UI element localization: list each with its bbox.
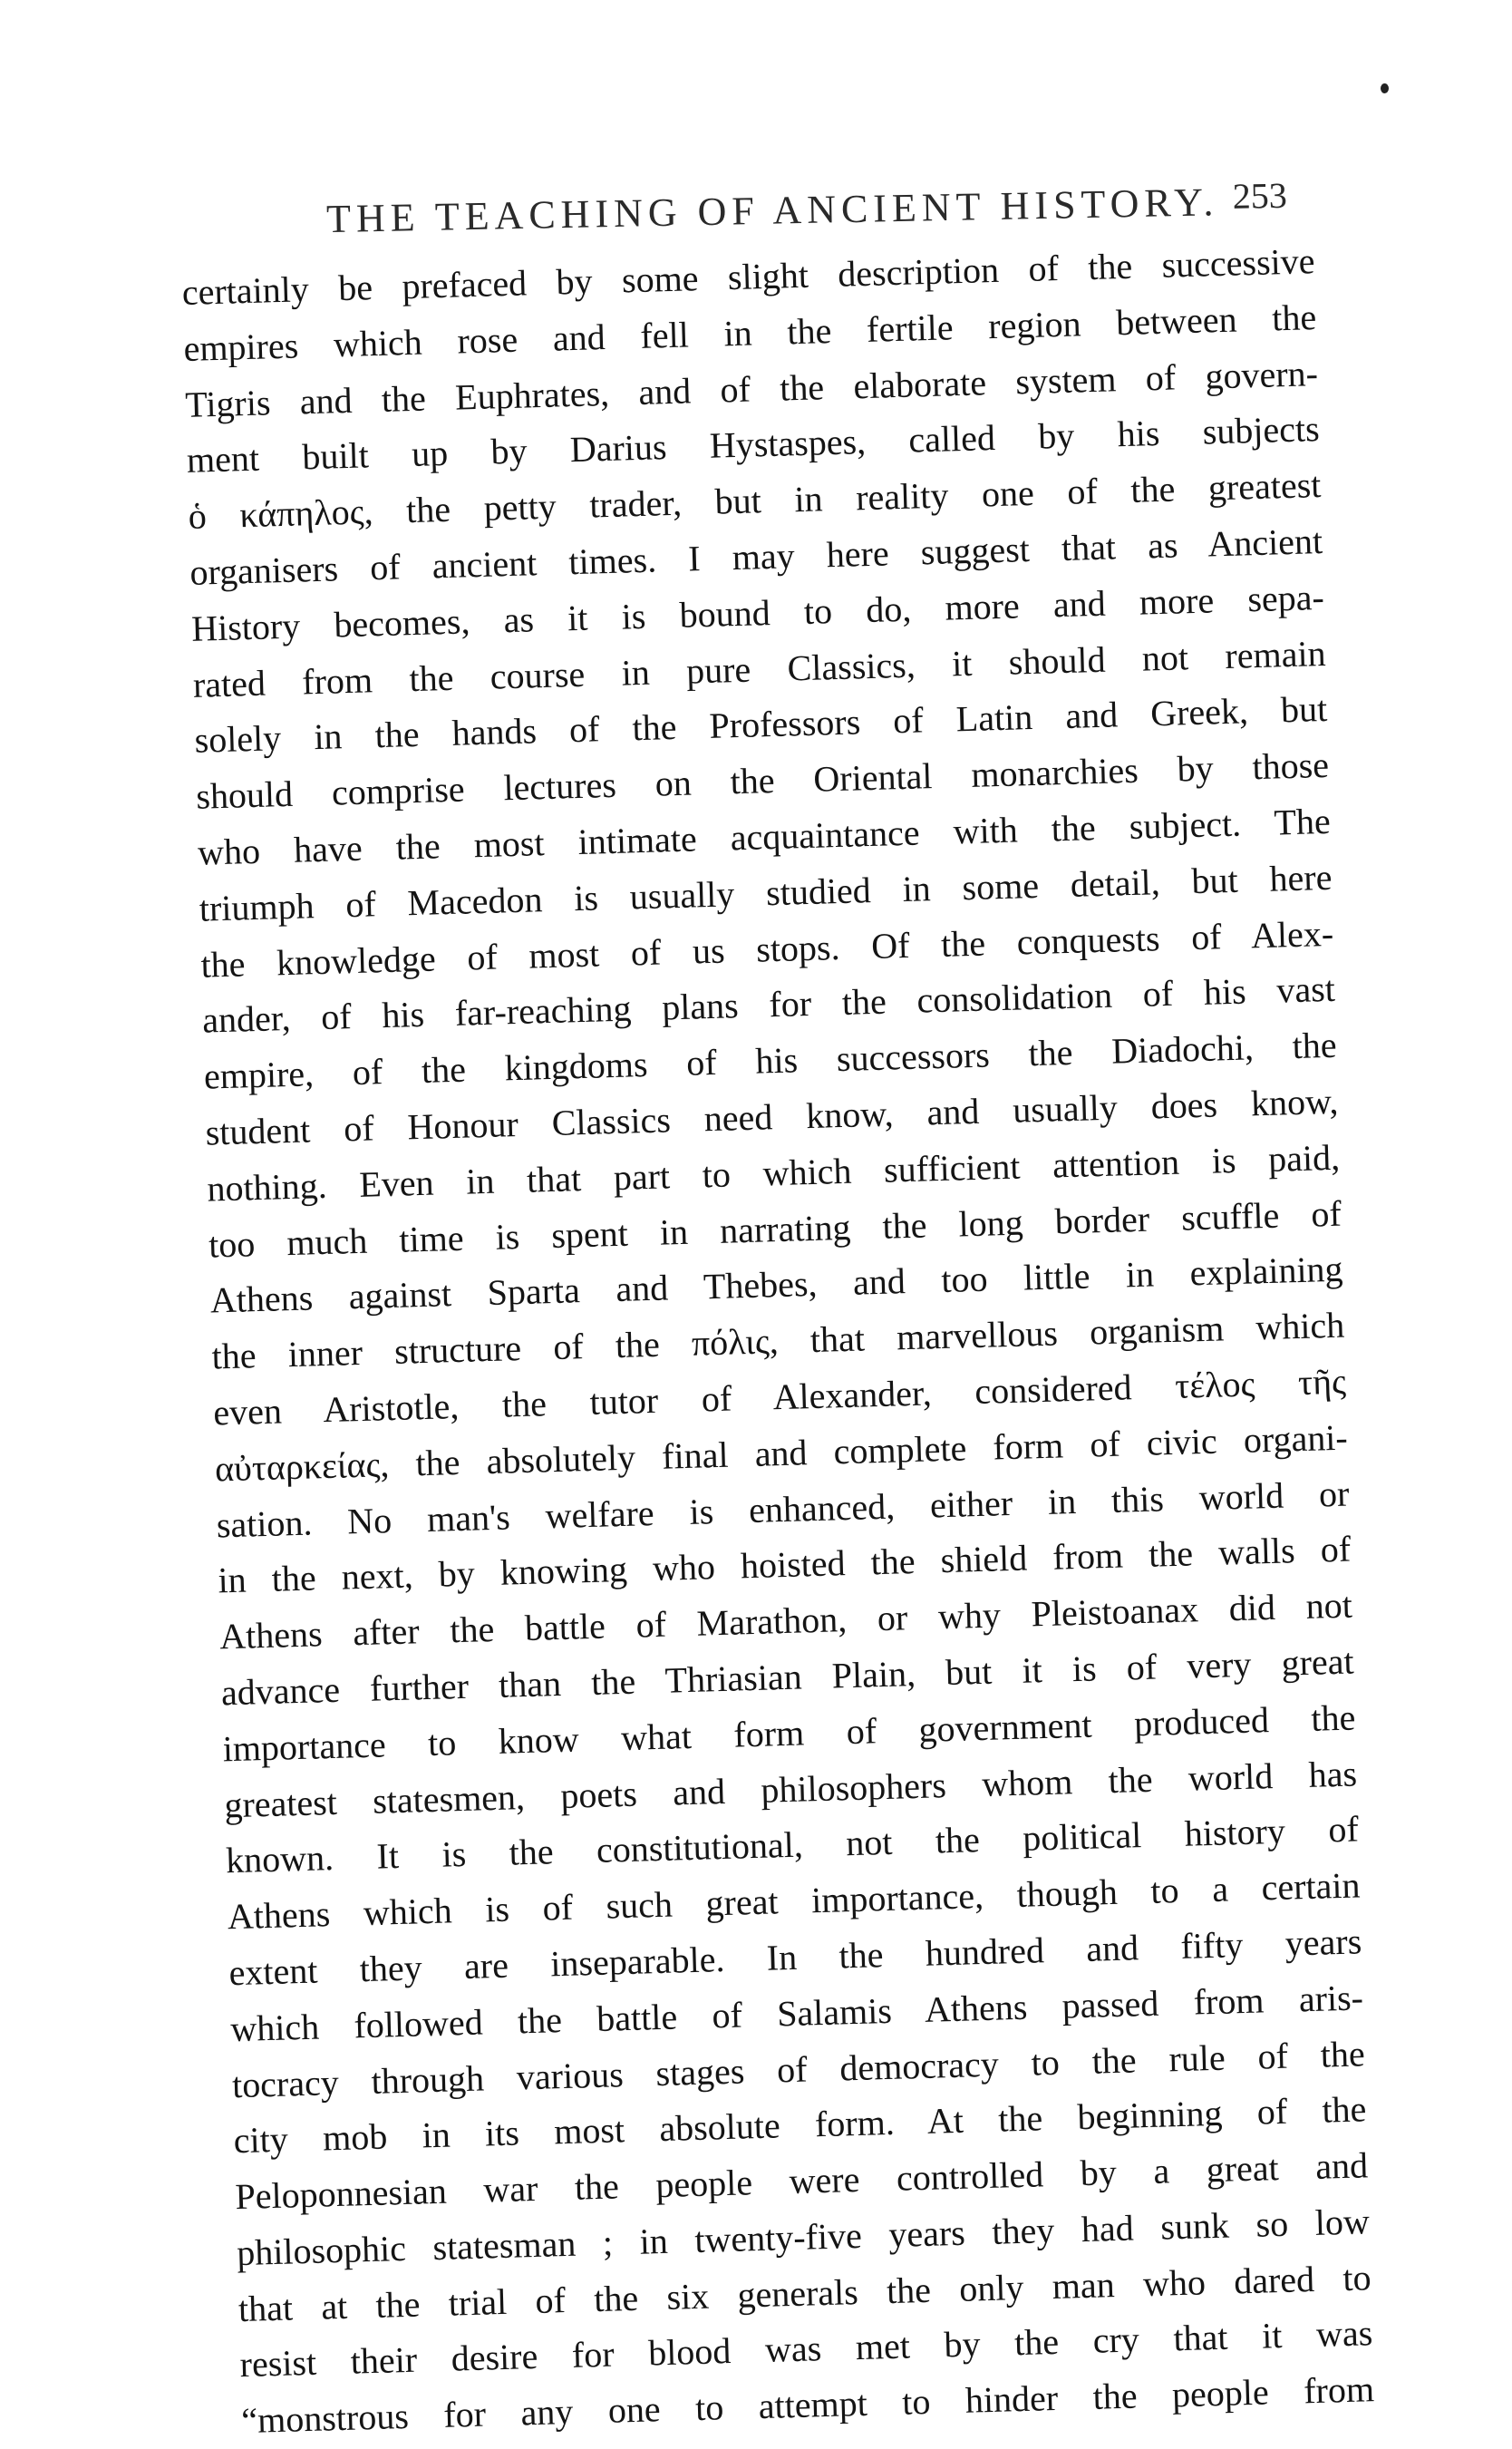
text-line: ment built up by Darius Hystaspes, called by his subjects xyxy=(186,408,1321,481)
text-line: should comprise lectures on the Oriental monarchies by those xyxy=(195,744,1330,817)
text-line: in the next, by knowing who hoisted the shield from the walls of xyxy=(217,1528,1352,1601)
text-line: the inner structure of the πόλις, that marvellous organism which xyxy=(211,1304,1345,1377)
text-line: that at the trial of the six generals the only man who dared to xyxy=(237,2256,1372,2329)
text-line: greatest statesmen, poets and philosophers whom the world has xyxy=(223,1752,1358,1825)
text-line: certainly be prefaced by some slight description of the successive xyxy=(181,240,1315,313)
text-line: ander, of his far-reaching plans for the consolidation of his vast xyxy=(201,968,1336,1042)
text-line: αὐταρκείας, the absolutely final and complete form of civic organi- xyxy=(214,1416,1349,1490)
running-title: THE TEACHING OF ANCIENT HISTORY. xyxy=(325,180,1219,242)
text-line: city mob in its most absolute form. At the beginning of the xyxy=(233,2088,1367,2162)
text-line: the knowledge of most of us stops. Of the conquests of Alex- xyxy=(199,912,1334,986)
text-line: which followed the battle of Salamis Athens passed from aris- xyxy=(229,1977,1364,2049)
text-line: who have the most intimate acquaintance with the subject. The xyxy=(197,800,1332,873)
text-line: History becomes, as it is bound to do, more and more sepa- xyxy=(190,576,1325,649)
text-line: importance to know what form of government produced the xyxy=(222,1696,1356,1770)
body-text xyxy=(181,233,1375,2449)
page-number: 253 xyxy=(1232,174,1288,217)
text-line: Tigris and the Euphrates, and of the elaborate system of govern- xyxy=(184,352,1319,425)
text-line: empire, of the kingdoms of his successors the Diadochi, the xyxy=(203,1024,1338,1097)
text-line: empires which rose and fell in the fertile region between the xyxy=(182,296,1317,369)
text-line: nothing. Even in that part to which sufficient attention is paid, xyxy=(206,1136,1341,1210)
text-line: student of Honour Classics need know, and usually does know, xyxy=(205,1080,1339,1153)
text-line: too much time is spent in narrating the long border scuffle of xyxy=(208,1192,1342,1266)
text-line: ὁ κάπηλος, the petty trader, but in reality one of the greatest xyxy=(188,464,1322,538)
text-line: “monstrous for any one to attempt to hinder the people from xyxy=(240,2368,1375,2442)
text-line: rated from the course in pure Classics, it should not remain xyxy=(192,632,1327,705)
text-line: Athens which is of such great importance, though to a certain xyxy=(227,1864,1362,1938)
text-line: Peloponnesian war the people were controlled by a great and xyxy=(234,2144,1369,2218)
text-line: even Aristotle, the tutor of Alexander, considered τέλος τῆς xyxy=(212,1360,1347,1433)
text-line: extent they are inseparable. In the hundred and fifty years xyxy=(228,1920,1362,1994)
text-line: known. It is the constitutional, not the political history of xyxy=(225,1808,1360,1881)
text-line: advance further than the Thriasian Plain, but it is of very great xyxy=(220,1640,1355,1714)
text-line: Athens against Sparta and Thebes, and too little in explaining xyxy=(209,1249,1344,1321)
text-line: resist their desire for blood was met by the cry that it was xyxy=(239,2312,1373,2386)
text-line: Athens after the battle of Marathon, or why Pleistoanax did not xyxy=(218,1584,1353,1657)
text-line: organisers of ancient times. I may here suggest that as Ancient xyxy=(189,520,1323,593)
text-line: solely in the hands of the Professors of Latin and Greek, but xyxy=(194,688,1328,762)
text-line: tocracy through various stages of democracy to the rule of the xyxy=(231,2032,1366,2105)
text-line: philosophic statesman ; in twenty-five years they had sunk so low xyxy=(236,2201,1371,2274)
text-line: triumph of Macedon is usually studied in some detail, but here xyxy=(199,856,1333,929)
ink-speck xyxy=(1381,83,1389,93)
text-line: sation. No man's welfare is enhanced, either in this world or xyxy=(216,1472,1350,1545)
